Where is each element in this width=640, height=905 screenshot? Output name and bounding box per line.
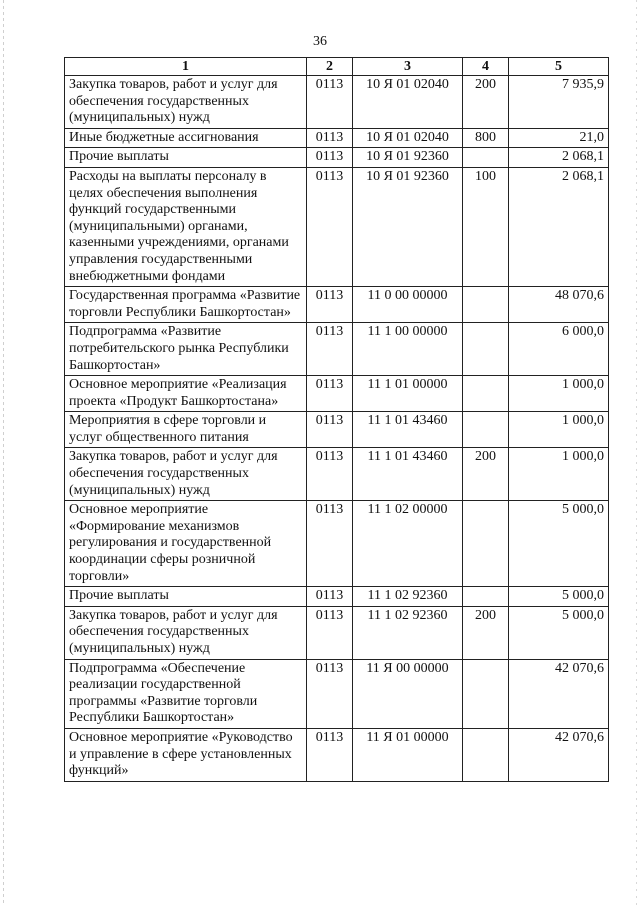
row-name-cell: Иные бюджетные ассигнования	[65, 128, 307, 148]
row-name-cell: Прочие выплаты	[65, 148, 307, 168]
row-amount-cell: 42 070,6	[509, 659, 609, 728]
row-name-cell: Прочие выплаты	[65, 587, 307, 607]
row-type-cell: 800	[463, 128, 509, 148]
row-type-cell	[463, 728, 509, 781]
header-row	[65, 58, 609, 76]
row-amount-cell: 7 935,9	[509, 76, 609, 129]
row-target-cell: 11 Я 00 00000	[353, 659, 463, 728]
scan-edge-right	[636, 0, 637, 905]
row-target-cell: 10 Я 01 92360	[353, 167, 463, 286]
row-type-cell: 200	[463, 76, 509, 129]
table-row	[65, 728, 609, 781]
row-target-cell: 11 1 00 00000	[353, 323, 463, 376]
budget-table	[64, 57, 609, 782]
table-row	[65, 659, 609, 728]
table-row	[65, 167, 609, 286]
row-target-cell: 10 Я 01 92360	[353, 148, 463, 168]
row-type-cell	[463, 287, 509, 323]
table-row	[65, 412, 609, 448]
row-amount-cell: 2 068,1	[509, 148, 609, 168]
row-name-cell: Закупка товаров, работ и услуг для обеспечения государственных (муниципальных) нужд	[65, 606, 307, 659]
column-header: 5	[509, 58, 609, 76]
row-section-cell: 0113	[307, 376, 353, 412]
row-type-cell	[463, 376, 509, 412]
row-amount-cell: 1 000,0	[509, 412, 609, 448]
row-amount-cell: 5 000,0	[509, 501, 609, 587]
row-type-cell	[463, 148, 509, 168]
table-row	[65, 587, 609, 607]
row-target-cell: 11 1 02 00000	[353, 501, 463, 587]
row-type-cell	[463, 659, 509, 728]
row-name-cell: Мероприятия в сфере торговли и услуг общественного питания	[65, 412, 307, 448]
row-section-cell: 0113	[307, 501, 353, 587]
row-amount-cell: 6 000,0	[509, 323, 609, 376]
column-header: 3	[353, 58, 463, 76]
row-section-cell: 0113	[307, 659, 353, 728]
column-header: 4	[463, 58, 509, 76]
row-section-cell: 0113	[307, 587, 353, 607]
row-section-cell: 0113	[307, 728, 353, 781]
table-row	[65, 287, 609, 323]
row-amount-cell: 2 068,1	[509, 167, 609, 286]
row-section-cell: 0113	[307, 287, 353, 323]
row-amount-cell: 1 000,0	[509, 376, 609, 412]
table-row	[65, 376, 609, 412]
row-section-cell: 0113	[307, 128, 353, 148]
row-target-cell: 10 Я 01 02040	[353, 128, 463, 148]
table-row	[65, 128, 609, 148]
row-name-cell: Расходы на выплаты персоналу в целях обеспечения выполнения функций государственными (муниципальными) органами, казенными учреждениями, органами управления государственными внебюджетными фондами	[65, 167, 307, 286]
row-name-cell: Подпрограмма «Обеспечение реализации государственной программы «Развитие торговли Республики Башкортостан»	[65, 659, 307, 728]
row-target-cell: 11 1 01 00000	[353, 376, 463, 412]
table-row	[65, 501, 609, 587]
row-name-cell: Основное мероприятие «Формирование механизмов регулирования и государственной координации сферы розничной торговли»	[65, 501, 307, 587]
row-amount-cell: 5 000,0	[509, 606, 609, 659]
row-name-cell: Подпрограмма «Развитие потребительского рынка Республики Башкортостан»	[65, 323, 307, 376]
row-type-cell: 200	[463, 606, 509, 659]
row-name-cell: Закупка товаров, работ и услуг для обеспечения государственных (муниципальных) нужд	[65, 448, 307, 501]
table-row	[65, 148, 609, 168]
table-row	[65, 606, 609, 659]
table-row	[65, 323, 609, 376]
row-name-cell: Государственная программа «Развитие торговли Республики Башкортостан»	[65, 287, 307, 323]
table-body	[65, 76, 609, 782]
column-header: 2	[307, 58, 353, 76]
row-type-cell	[463, 323, 509, 376]
row-name-cell: Закупка товаров, работ и услуг для обеспечения государственных (муниципальных) нужд	[65, 76, 307, 129]
row-section-cell: 0113	[307, 606, 353, 659]
row-target-cell: 10 Я 01 02040	[353, 76, 463, 129]
row-target-cell: 11 Я 01 00000	[353, 728, 463, 781]
row-amount-cell: 42 070,6	[509, 728, 609, 781]
row-target-cell: 11 1 01 43460	[353, 412, 463, 448]
row-amount-cell: 1 000,0	[509, 448, 609, 501]
table-row	[65, 448, 609, 501]
row-section-cell: 0113	[307, 323, 353, 376]
row-type-cell	[463, 587, 509, 607]
row-section-cell: 0113	[307, 448, 353, 501]
row-target-cell: 11 1 01 43460	[353, 448, 463, 501]
row-type-cell: 100	[463, 167, 509, 286]
row-name-cell: Основное мероприятие «Руководство и управление в сфере установленных функций»	[65, 728, 307, 781]
table-row	[65, 76, 609, 129]
row-section-cell: 0113	[307, 412, 353, 448]
row-target-cell: 11 0 00 00000	[353, 287, 463, 323]
row-type-cell: 200	[463, 448, 509, 501]
row-section-cell: 0113	[307, 148, 353, 168]
row-target-cell: 11 1 02 92360	[353, 587, 463, 607]
row-target-cell: 11 1 02 92360	[353, 606, 463, 659]
row-amount-cell: 5 000,0	[509, 587, 609, 607]
row-type-cell	[463, 412, 509, 448]
scan-edge-left	[3, 0, 4, 905]
page-number: 36	[313, 34, 327, 49]
row-amount-cell: 48 070,6	[509, 287, 609, 323]
row-amount-cell: 21,0	[509, 128, 609, 148]
row-name-cell: Основное мероприятие «Реализация проекта «Продукт Башкортостана»	[65, 376, 307, 412]
row-section-cell: 0113	[307, 76, 353, 129]
column-header: 1	[65, 58, 307, 76]
row-section-cell: 0113	[307, 167, 353, 286]
row-type-cell	[463, 501, 509, 587]
